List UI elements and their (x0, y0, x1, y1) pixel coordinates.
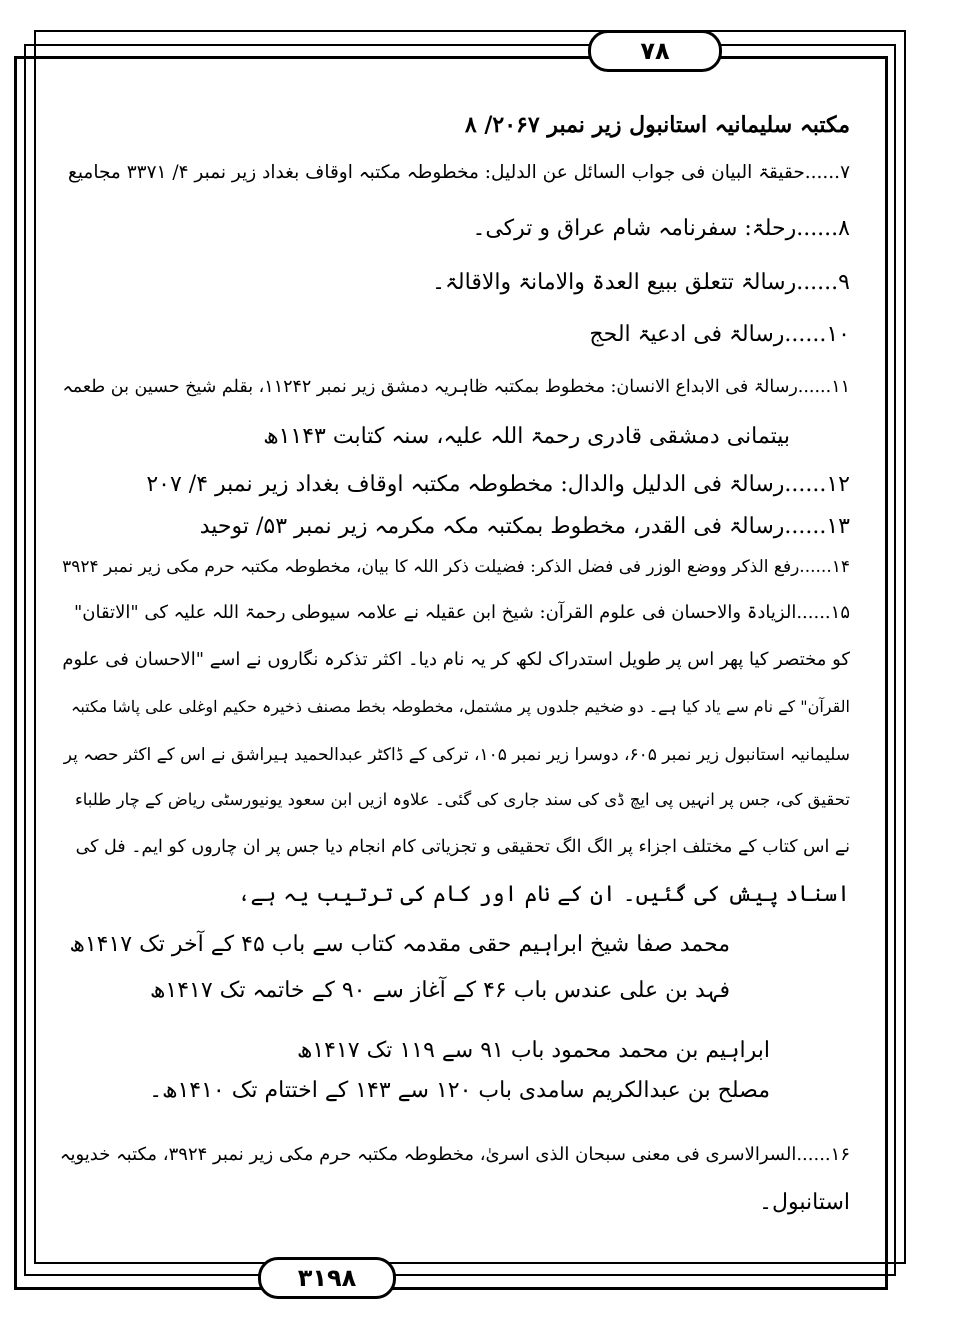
text-line: ۹......رسالۃ تتعلق ببیع العدۃ والامانۃ والاقالۃ۔ (432, 270, 850, 295)
text-line: کو مختصر کیا پھر اس پر طویل استدراک لکھ کر یہ نام دیا۔ اکثر تذکرہ نگاروں نے اسے "الاحسان فی علوم (62, 649, 850, 670)
text-line: ۸......رحلۃ: سفرنامہ شام عراق و ترکی۔ (472, 216, 850, 241)
text-line: ۱۲......رسالۃ فی الدلیل والدال: مخطوطہ مکتبہ اوقاف بغداد زیر نمبر ۴/ ۲۰۷ (146, 472, 850, 497)
page-number-bottom: ۳۱۹۸ (258, 1257, 396, 1299)
text-line: ۷......حقیقۃ البیان فی جواب السائل عن الدلیل: مخطوطہ مکتبہ اوقاف بغداد زیر نمبر ۴/ ۳۳۷۱ مجامیع (68, 162, 850, 183)
text-line: نے اس کتاب کے مختلف اجزاء پر الگ الگ تحقیقی و تجزیاتی کام انجام دیا جس پر ان چاروں کو ایم۔ فل کی (75, 837, 850, 857)
text-line: القرآن" کے نام سے یاد کیا ہے۔ دو ضخیم جلدوں پر مشتمل، مخطوطہ بخط مصنف ذخیرہ حکیم اوغلی علی پاشا مکتبہ (70, 697, 850, 716)
text-line: تحقیق کی، جس پر انہیں پی ایچ ڈی کی سند جاری کی گئی۔ علاوہ ازیں ابن سعود یونیورسٹی ریاض کے چار طلباء (75, 790, 850, 809)
text-line: ۱۳......رسالۃ فی القدر، مخطوط بمکتبہ مکہ مکرمہ زیر نمبر ۵۳/ توحید (199, 514, 850, 539)
text-line: سلیمانیہ استانبول زیر نمبر ۶۰۵، دوسرا زیر نمبر ۱۰۵، ترکی کے ڈاکٹر عبدالحمید ہیراشق نے اس کے اکثر حصہ پر (63, 745, 850, 765)
text-line: بیتمانی دمشقی قادری رحمۃ اللہ علیہ، سنہ کتابت ۱۱۴۳ھ (263, 424, 790, 449)
page-number-top: ۷۸ (588, 30, 722, 72)
text-line: ۱۵......الزیادۃ والاحسان فی علوم القرآن: شیخ ابن عقیلہ نے علامہ سیوطی رحمۃ اللہ علیہ کی "الاتقان" (73, 602, 850, 623)
text-line: ۱۶......السرالاسری فی معنی سبحان الذی اسریٰ، مخطوطہ مکتبہ حرم مکی زیر نمبر ۳۹۲۴، مکتبہ خدیویہ (59, 1144, 850, 1165)
text-line: اسناد پیش کی گئیں۔ ان کے نام اور کام کی ترتیب یہ ہے، (237, 882, 850, 907)
text-line: مکتبہ سلیمانیہ استانبول زیر نمبر ۲۰۶۷/ ۸ (464, 112, 850, 138)
list-item: ابراہیم بن محمد محمود باب ۹۱ سے ۱۱۹ تک ۱۴۱۷ھ (296, 1038, 770, 1063)
text-line: استانبول۔ (759, 1190, 850, 1215)
text-line: ۱۰......رسالۃ فی ادعیۃ الحج (589, 322, 850, 347)
list-item: مصلح بن عبدالکریم سامدی باب ۱۲۰ سے ۱۴۳ کے اختتام تک ۱۴۱۰ھ۔ (149, 1078, 770, 1103)
list-item: محمد صفا شیخ ابراہیم حقی مقدمہ کتاب سے باب ۴۵ کے آخر تک ۱۴۱۷ھ (69, 932, 730, 957)
text-line: ۱۱......رسالۃ فی الابداع الانسان: مخطوط بمکتبہ ظاہریہ دمشق زیر نمبر ۱۱۲۴۲، بقلم شیخ حسین بن طعمہ (62, 377, 850, 397)
list-item: فہد بن علی عندس باب ۴۶ کے آغاز سے ۹۰ کے خاتمہ تک ۱۴۱۷ھ (150, 978, 730, 1003)
text-line: ۱۴......رفع الذکر ووضع الوزر فی فضل الذکر: فضیلت ذکر اللہ کا بیان، مخطوطہ مکتبہ حرم مکی زیر نمبر ۳۹۲۴ (62, 557, 850, 577)
